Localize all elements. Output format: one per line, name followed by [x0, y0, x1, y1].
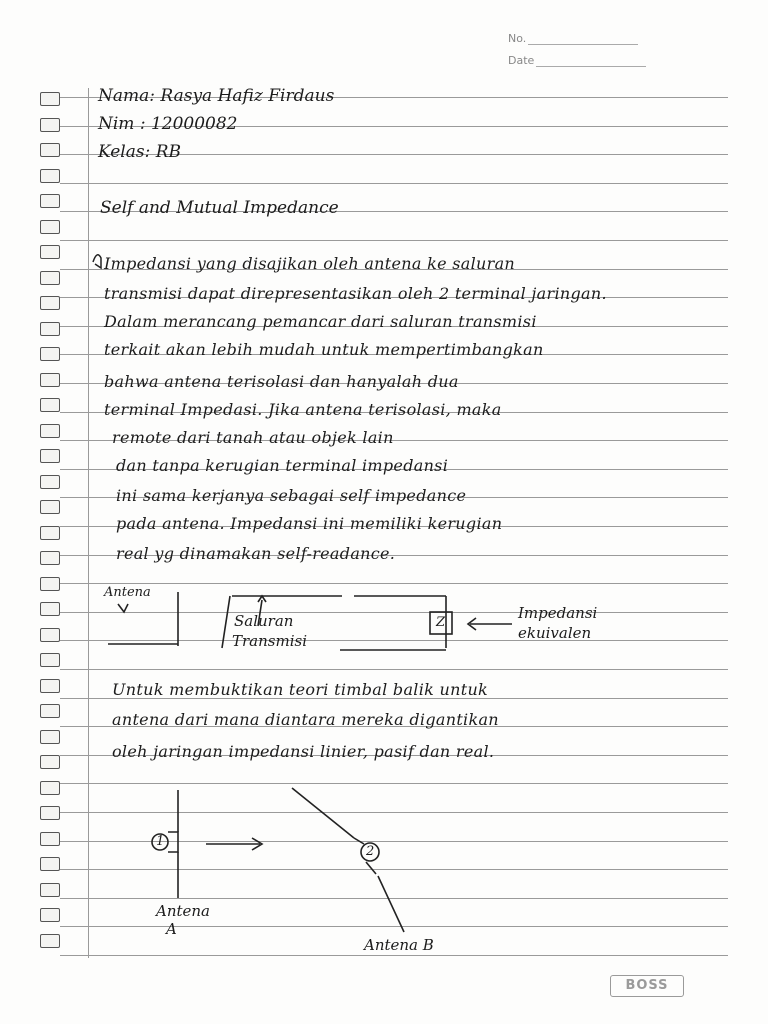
- impedansi-label: Impedansi: [518, 604, 598, 622]
- page-title: Self and Mutual Impedance: [100, 198, 339, 218]
- paragraph1-line: real yg dinamakan self-readance.: [116, 544, 396, 563]
- paragraph2-line: antena dari mana diantara mereka digantikan: [112, 710, 499, 729]
- paragraph1-line: terkait akan lebih mudah untuk mempertimbangkan: [104, 340, 544, 359]
- antenna-line-diagram: [108, 592, 512, 650]
- paragraph1-line: transmisi dapat direpresentasikan oleh 2 terminal jaringan.: [104, 284, 607, 303]
- antena-label: Antena: [104, 585, 151, 600]
- paragraph1-line: Dalam merancang pemancar dari saluran transmisi: [104, 312, 537, 331]
- no-label: No.: [508, 32, 527, 45]
- student-name: Nama: Rasya Hafiz Firdaus: [98, 86, 335, 106]
- paragraph1-line: dan tanpa kerugian terminal impedansi: [116, 456, 449, 475]
- paragraph1-line: terminal Impedasi. Jika antena terisolasi, maka: [104, 400, 502, 419]
- paragraph2-line: Untuk membuktikan teori timbal balik untuk: [112, 680, 489, 699]
- paragraph1-line: bahwa antena terisolasi dan hanyalah dua: [104, 372, 459, 391]
- saluran-label: Saluran: [234, 612, 294, 630]
- date-label: Date: [508, 54, 535, 67]
- paragraph1-line: Impedansi yang disajikan oleh antena ke saluran: [104, 254, 516, 273]
- circle-1-label: 1: [156, 834, 165, 849]
- transmission-line-left: [222, 596, 230, 648]
- antena-b-label: Antena B: [364, 936, 434, 954]
- student-nim: Nim : 12000082: [98, 114, 238, 134]
- paragraph2-line: oleh jaringan impedansi linier, pasif dan real.: [112, 742, 495, 761]
- antena-a-label: Antena: [156, 902, 211, 920]
- brand-logo: BOSS: [610, 975, 684, 997]
- student-class: Kelas: RB: [98, 142, 182, 162]
- paragraph1-line: pada antena. Impedansi ini memiliki kerugian: [116, 514, 503, 533]
- bullet-arrow-icon: [93, 255, 101, 268]
- transmisi-label: Transmisi: [232, 632, 307, 650]
- paragraph1-line: ini sama kerjanya sebagai self impedance: [116, 486, 467, 505]
- antena-a-letter: A: [166, 920, 177, 938]
- impedance-box-label: Z: [436, 615, 446, 630]
- paragraph1-line: remote dari tanah atau objek lain: [112, 428, 394, 447]
- ekuivalen-label: ekuivalen: [518, 624, 592, 642]
- circle-2-label: 2: [366, 844, 375, 859]
- antenna-arrow-icon: [118, 604, 128, 612]
